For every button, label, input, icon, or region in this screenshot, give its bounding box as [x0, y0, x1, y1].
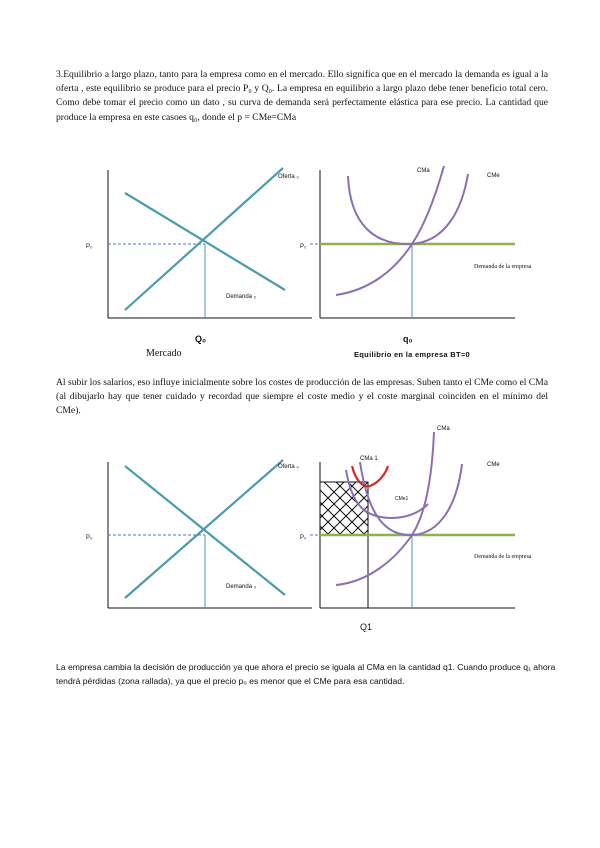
salaries-paragraph: Al subir los salarios, eso influye inicialmente sobre los costes de producción de las empresas. Suben tanto el CMe como el CMa (al dibujarlo hay que tener cuidado y recordad que siempre el coste medio y el coste marginal coinciden en el mínimo del CMe). [56, 377, 548, 417]
firm-quantity-label: q₀ [403, 334, 413, 344]
market-price-label: P₀ [86, 244, 93, 250]
firm-price-label: P₀ [300, 244, 307, 250]
market-demand-label: Demanda ₀ [226, 294, 257, 300]
market-supply-curve [125, 168, 283, 310]
market-caption: Mercado [146, 348, 182, 359]
market2-demand-label: Demanda ₀ [226, 584, 257, 590]
market-quantity-label: Q₀ [195, 334, 207, 344]
cme1-curve [346, 470, 428, 518]
cme-curve [348, 174, 468, 244]
cme2-label: CMe [487, 462, 500, 468]
firm-supply-label: Oferta ₀ [278, 174, 299, 180]
firm-graph-2 [276, 426, 532, 632]
market2-price-label: P₀ [86, 535, 93, 541]
firm2-supply-label: Oferta ₀ [278, 464, 299, 470]
cma1-curve [352, 466, 388, 486]
intro-paragraph: 3.Equilibrio a largo plazo, tanto para la empresa como en el mercado. Ello significa que en el mercado la demanda es igual a la oferta , este equilibrio se produce para el precio P₀ y Q₀. La empresa en equilibrio a largo plazo debe tener beneficio total cero. Como debe tomar el precio como un dato , su curva de demanda será perfectamente elástica para ese precio. La cantidad que produce la empresa en este casoes q₀, donde el p = CMe=CMa [56, 69, 548, 123]
q1-label: Q1 [360, 622, 373, 632]
firm2-price-label: P₀ [300, 535, 307, 541]
market2-supply-curve [125, 460, 283, 598]
cma-curve [336, 166, 444, 295]
cme-label: CMe [487, 173, 500, 179]
figure-2 [0, 420, 600, 635]
firm-demand-label: Demanda de la empresa [474, 264, 532, 270]
cme1-label: CMe1 [395, 496, 409, 502]
cme-curve-original [360, 462, 462, 535]
firm-caption: Equilibrio en la empresa BT=0 [354, 350, 471, 359]
firm-graph-1 [278, 166, 532, 344]
market-graph-2 [86, 460, 312, 608]
firm2-demand-label: Demanda de la empresa [474, 554, 532, 560]
cma-label: CMa [417, 168, 430, 174]
conclusion-paragraph: La empresa cambia la decisión de producción ya que ahora el precio se iguala al CMa en la cantidad q1. Cuando produce q₁ ahora tendrá pérdidas (zona rallada), ya que el precio p₀ es menor que el CMe para esa cantidad. [56, 662, 556, 686]
market-graph-1 [86, 168, 312, 344]
cma-top-label: CMa [437, 426, 450, 432]
figure-1 [0, 150, 600, 390]
cma1-label: CMa 1 [360, 456, 378, 462]
